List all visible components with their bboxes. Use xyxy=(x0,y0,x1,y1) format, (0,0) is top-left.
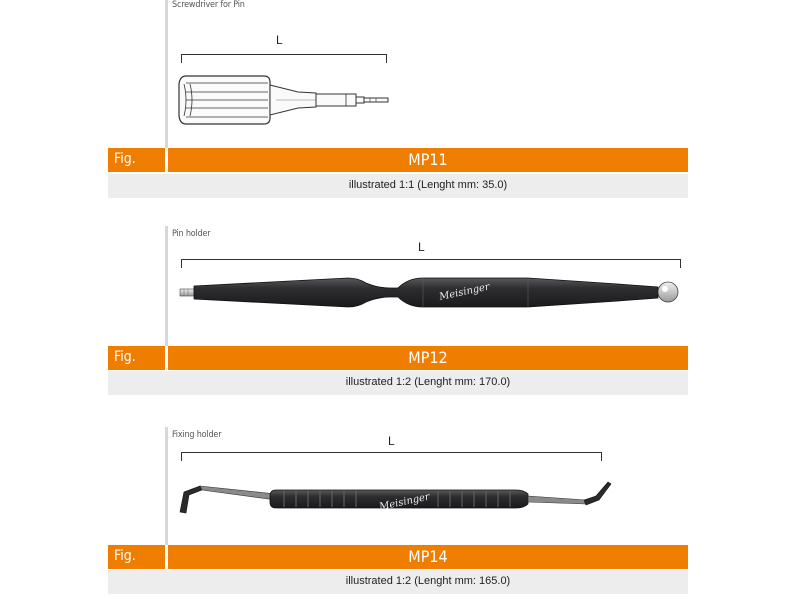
product-caption: Pin holder xyxy=(172,229,211,239)
length-dimension-label: L xyxy=(418,240,425,254)
length-dimension-line xyxy=(181,452,602,463)
brand-logo: Meisinger xyxy=(438,281,491,303)
product-code: MP14 xyxy=(408,547,448,566)
scale-and-length-text: illustrated 1:2 (Lenght mm: 165.0) xyxy=(345,575,511,587)
length-dimension-label: L xyxy=(276,33,283,47)
figure-label: Fig. xyxy=(114,151,136,167)
length-dimension-label: L xyxy=(388,434,395,448)
brand-logo: Meisinger xyxy=(378,491,431,513)
figure-label: Fig. xyxy=(114,548,136,564)
fixing-holder-illustration xyxy=(176,470,616,520)
info-bar xyxy=(108,570,688,594)
figure-label: Fig. xyxy=(114,349,136,365)
product-caption: Fixing holder xyxy=(172,430,222,440)
section-divider-line xyxy=(165,427,168,545)
product-code: MP11 xyxy=(408,150,448,169)
product-caption: Screwdriver for Pin xyxy=(172,0,245,10)
figure-bar xyxy=(108,545,688,569)
scale-and-length-text: illustrated 1:1 (Lenght mm: 35.0) xyxy=(348,179,508,191)
product-code: MP12 xyxy=(408,348,448,367)
scale-and-length-text: illustrated 1:2 (Lenght mm: 170.0) xyxy=(345,376,511,388)
